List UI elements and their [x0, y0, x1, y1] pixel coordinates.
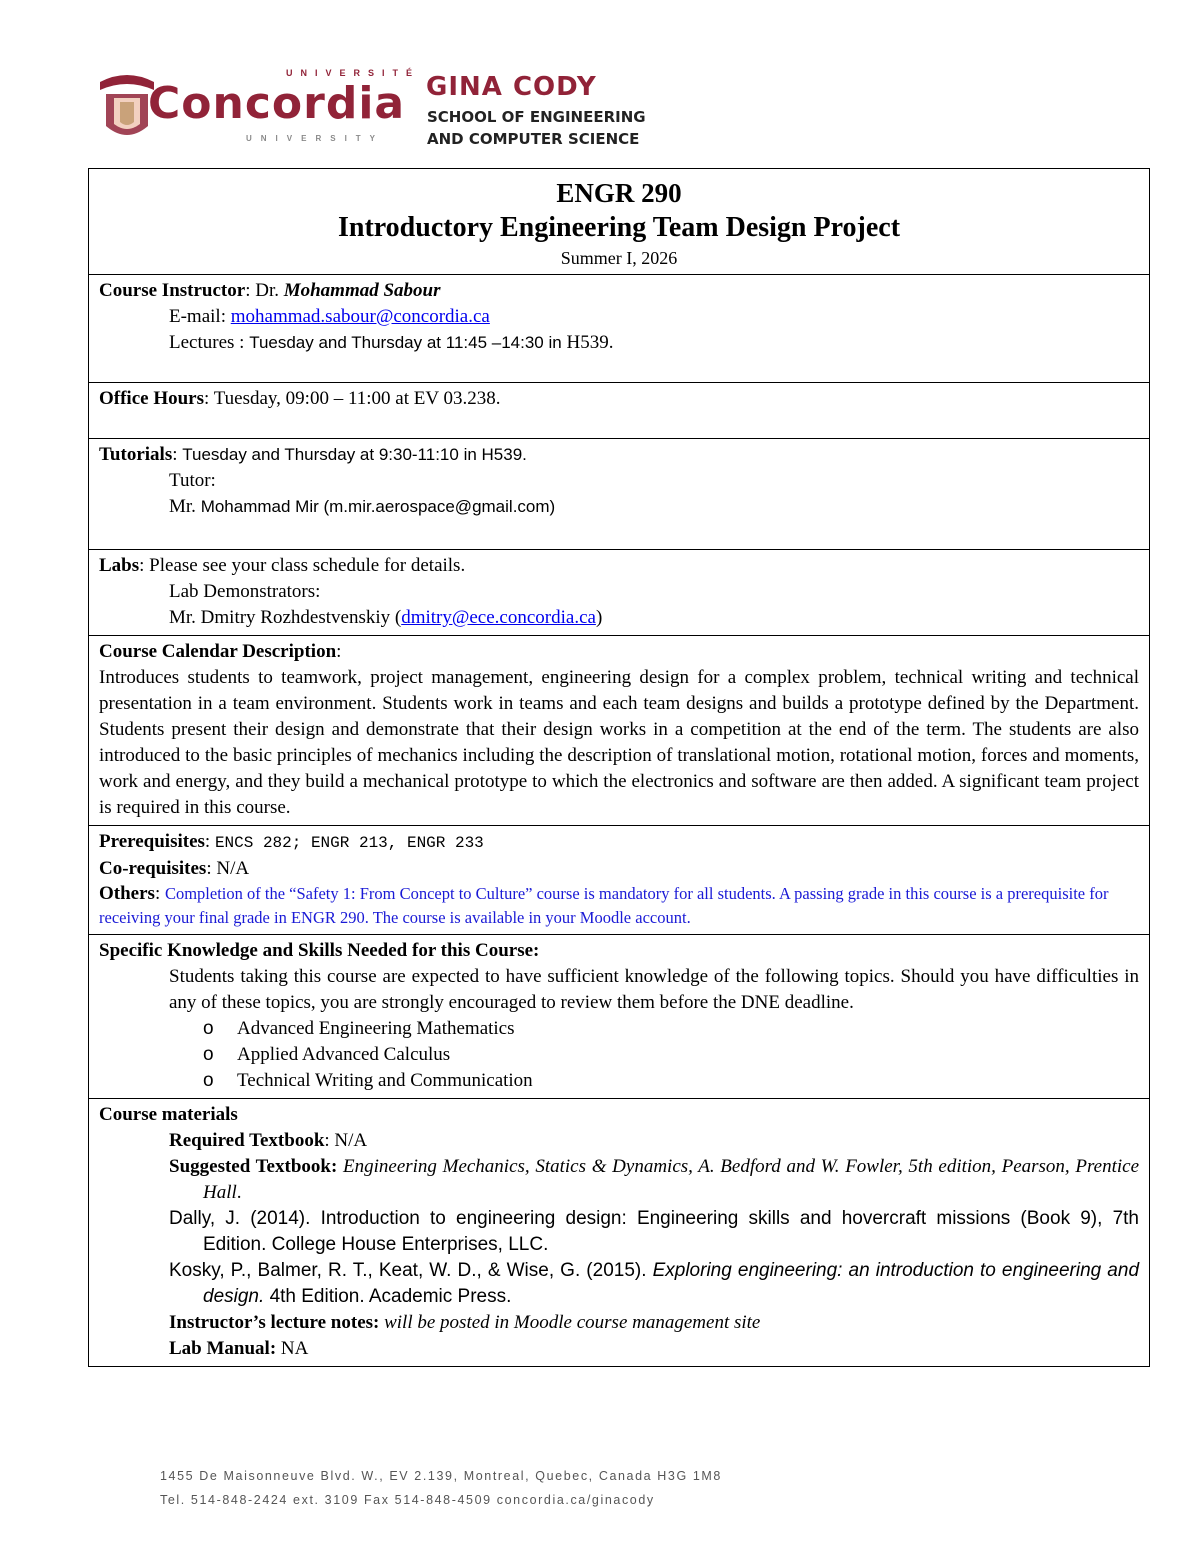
lectures-schedule: Tuesday and Thursday at 11:45 –14:30 in — [249, 333, 562, 352]
knowledge-label: Specific Knowledge and Skills Needed for this Course: — [99, 940, 540, 961]
materials-cell: Course materials Required Textbook: N/A Suggested Textbook: Engineering Mechanics, Statics & Dynamics, A. Bedford and W. Fowler, 5th edition, Pearson, Prentice Hall. Dally, J. (2014). Introduction to engineering design: Engineering skills and hovercraft missions (Book 9), 7th Edition. College House Enterprises, LLC. Kosky, P., Balmer, R. T., Keat, W. D., & Wise, G. (2015). Exploring engineering: an introduction to engineering and design. 4th Edition. Academic Press. Instructor’s lecture notes: will be posted in Moodle course management site Lab Manual: NA — [89, 1099, 1150, 1367]
reference-2-title: Exploring engineering: an introduction to engineering and design. — [203, 1260, 1140, 1307]
knowledge-cell — [89, 935, 1150, 1099]
knowledge-row — [89, 935, 1150, 1099]
reference-1: Dally, J. (2014). Introduction to engineering design: Engineering skills and hovercraft missions (Book 9), 7th Edition. College House Enterprises, LLC. — [169, 1208, 1139, 1255]
lectures-label: Lectures : — [169, 332, 245, 353]
footer-contact: Tel. 514-848-2424 ext. 3109 Fax 514-848-4509 concordia.ca/ginacody — [160, 1493, 655, 1507]
instructor-name: Mohammad Sabour — [283, 280, 441, 301]
instructor-label: Course Instructor — [99, 280, 246, 301]
calendar-description: Introduces students to teamwork, project management, engineering design for a complex problem, technical writing and technical presentation in a team environment. Students work in teams and each team designs and builds a prototype defined by the Department. Students present their design and demonstrate that their design works in a competition at the end of the term. The students are also introduced to the basic principles of mechanics including the description of translational motion, rotational motion, forces and moments, work and energy, and they build a mechanical prototype to which the electronics and software are then added. A significant team project is required in this course. — [99, 667, 1139, 818]
prerequisites-value: ENCS 282; ENGR 213, ENGR 233 — [214, 834, 484, 852]
tutorials-cell: Tutorials: Tuesday and Thursday at 9:30-11:10 in H539. Tutor: Mr. Mohammad Mir (m.mir.aerospace@gmail.com) — [89, 439, 1150, 550]
labs-label: Labs — [99, 555, 140, 576]
tutorials-row — [89, 439, 1150, 550]
labs-value: Please see your class schedule for details. — [149, 555, 466, 576]
calendar-cell: Course Calendar Description: Introduces students to teamwork, project management, engineering design for a complex problem, technical writing and technical presentation in a team environment. Students work in teams and each team designs and builds a prototype defined by the Department. Students present their design and demonstrate that their design works in a competition at the end of the term. The students are also introduced to the basic principles of mechanics including the description of translational motion, rotational motion, forces and moments, work and energy, and they build a mechanical prototype to which the electronics and software are then added. A significant team project is required in this course. — [89, 636, 1150, 826]
office-hours-value: Tuesday, 09:00 – 11:00 at EV 03.238. — [213, 388, 501, 409]
reference-2-authors: Kosky, P., Balmer, R. T., Keat, W. D., & Wise, G. (2015). — [169, 1260, 647, 1281]
reference-2-rest: 4th Edition. Academic Press. — [269, 1286, 512, 1307]
course-header-cell — [89, 169, 1150, 275]
lab-demonstrator-close: ) — [595, 607, 603, 628]
lectures-room: H539. — [566, 332, 614, 353]
topic-label: Technical Writing and Communication — [237, 1070, 533, 1091]
requisites-row — [89, 826, 1150, 935]
lecture-notes-value: will be posted in Moodle course management site — [384, 1312, 761, 1333]
instructor-email-link[interactable]: mohammad.sabour@concordia.ca — [230, 306, 490, 327]
corequisites-label: Co-requisites — [99, 858, 207, 879]
labs-cell: Labs: Please see your class schedule for details. Lab Demonstrators: Mr. Dmitry Rozhdestvenskiy (dmitry@ece.concordia.ca) — [89, 550, 1150, 636]
course-code: ENGR 290 — [556, 178, 682, 208]
bullet-marker: o — [203, 1044, 214, 1065]
school-line-2: AND COMPUTER SCIENCE — [427, 130, 640, 148]
list-item — [99, 1068, 1139, 1094]
topic-label: Applied Advanced Calculus — [237, 1044, 451, 1065]
page-footer — [160, 1464, 722, 1512]
concordia-wordmark: Concordia — [148, 78, 406, 129]
bullet-marker: o — [203, 1018, 214, 1039]
list-item — [99, 1016, 1139, 1042]
others-value: Completion of the “Safety 1: From Concept to Culture” course is mandatory for all students. A passing grade in this course is a prerequisite for receiving your final grade in ENGR 290. The course is available in your Moodle account. — [99, 884, 1109, 927]
required-textbook-label: Required Textbook — [169, 1130, 325, 1151]
school-name — [427, 106, 646, 150]
materials-row — [89, 1099, 1150, 1367]
corequisites-value: N/A — [216, 858, 250, 879]
lecture-notes-label: Instructor’s lecture notes: — [169, 1312, 380, 1333]
instructor-row — [89, 275, 1150, 383]
lab-demonstrator-name: Mr. Dmitry Rozhdestvenskiy ( — [169, 607, 402, 628]
calendar-label: Course Calendar Description — [99, 641, 337, 662]
instructor-prefix: Dr. — [255, 280, 279, 301]
office-hours-row — [89, 383, 1150, 439]
others-label: Others — [99, 883, 155, 904]
suggested-textbook-value: Engineering Mechanics, Statics & Dynamics, A. Bedford and W. Fowler, 5th edition, Pearson, Prentice Hall — [203, 1156, 1140, 1203]
email-label: E-mail: — [169, 306, 226, 327]
office-hours-cell: Office Hours: Tuesday, 09:00 – 11:00 at EV 03.238. — [89, 383, 1150, 439]
lab-demonstrator-email-link[interactable]: dmitry@ece.concordia.ca — [401, 607, 596, 628]
lab-manual-value: NA — [280, 1338, 309, 1359]
topic-label: Advanced Engineering Mathematics — [237, 1018, 515, 1039]
concordia-gina-cody-logo — [96, 64, 696, 154]
labs-row — [89, 550, 1150, 636]
knowledge-intro: Students taking this course are expected to have sufficient knowledge of the following topics. Should you have difficulties in any of these topics, you are strongly encouraged to review them before the DNE deadline. — [169, 966, 1139, 1013]
lab-demonstrators-label: Lab Demonstrators: — [169, 581, 321, 602]
course-title: Introductory Engineering Team Design Project — [337, 212, 901, 243]
school-line-1: SCHOOL OF ENGINEERING — [427, 108, 646, 126]
tutor-label: Tutor: — [169, 470, 216, 491]
university-label: UNIVERSITY — [246, 134, 385, 143]
tutorials-schedule: Tuesday and Thursday at 9:30-11:10 in H539. — [182, 445, 527, 464]
header-row — [89, 169, 1150, 275]
tutorials-label: Tutorials — [99, 444, 173, 465]
course-term: Summer I, 2026 — [560, 248, 678, 268]
office-hours-label: Office Hours — [99, 388, 205, 409]
list-item — [99, 1042, 1139, 1068]
calendar-row — [89, 636, 1150, 826]
universite-label: UNIVERSITÉ — [286, 68, 421, 78]
course-outline-table — [88, 168, 1150, 1367]
tutor-prefix: Mr. — [169, 496, 196, 517]
materials-label: Course materials — [99, 1104, 238, 1125]
gina-cody-wordmark: GINA CODY — [426, 72, 597, 102]
required-textbook-value: N/A — [334, 1130, 368, 1151]
footer-address: 1455 De Maisonneuve Blvd. W., EV 2.139, Montreal, Quebec, Canada H3G 1M8 — [160, 1469, 722, 1483]
lab-manual-label: Lab Manual: — [169, 1338, 277, 1359]
tutor-name: Mohammad Mir (m.mir.aerospace@gmail.com) — [200, 497, 556, 516]
requisites-cell: Prerequisites: ENCS 282; ENGR 213, ENGR 233 Co-requisites: N/A Others: Completion of the “Safety 1: From Concept to Culture” course is mandatory for all students. A passing grade in this course is a prerequisite for receiving your final grade in ENGR 290. The course is available in your Moodle account. — [89, 826, 1150, 935]
suggested-textbook-label: Suggested Textbook: — [169, 1156, 338, 1177]
prerequisites-label: Prerequisites — [99, 831, 205, 852]
bullet-marker: o — [203, 1070, 214, 1091]
instructor-cell: Course Instructor: Dr. Mohammad Sabour E-mail: mohammad.sabour@concordia.ca Lectures : Tuesday and Thursday at 11:45 –14:30 in H539. — [89, 275, 1150, 383]
